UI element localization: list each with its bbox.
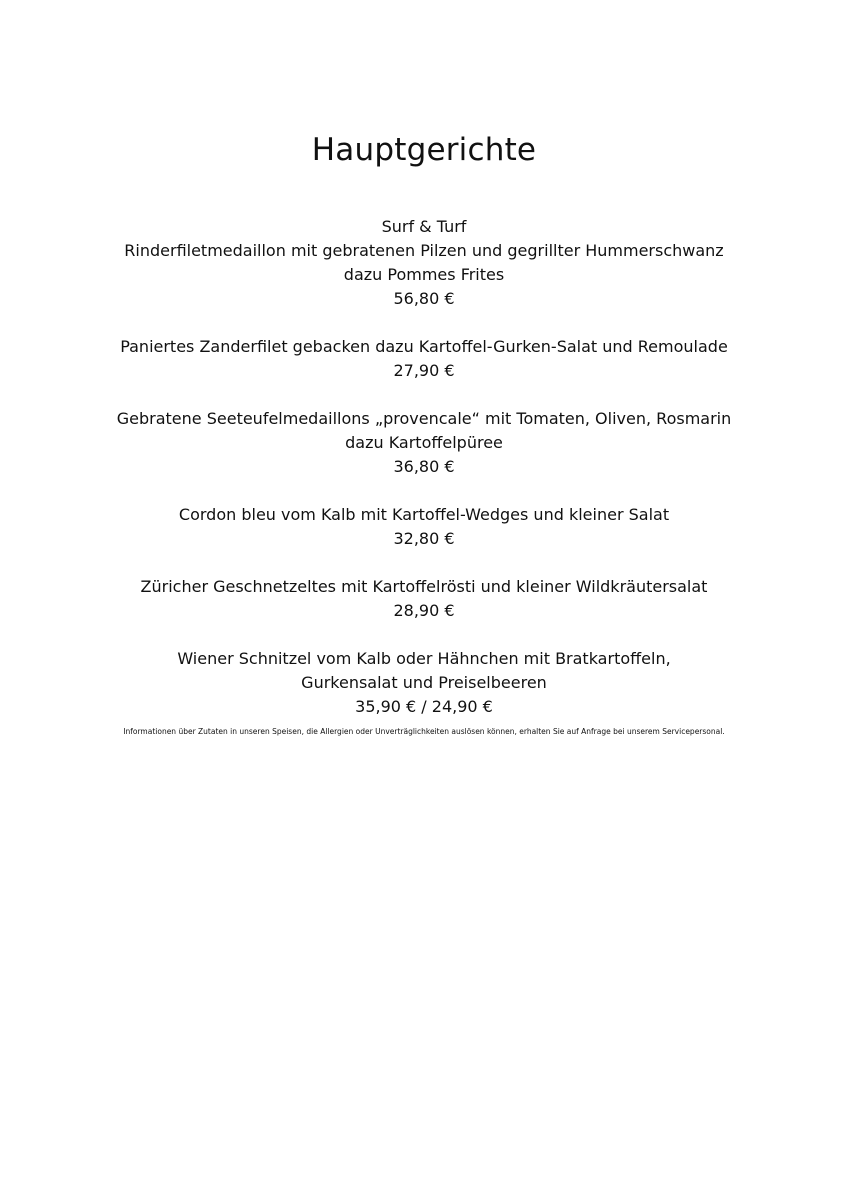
dish-price: 56,80 €	[393, 289, 455, 308]
dish-name: Surf & Turf	[381, 217, 467, 236]
dish-list	[0, 215, 848, 743]
page-title: Hauptgerichte	[311, 132, 537, 168]
dish-description: Wiener Schnitzel vom Kalb oder Hähnchen mit Bratkartoffeln,	[177, 649, 671, 668]
dish-price: 36,80 €	[393, 457, 455, 476]
dish-side: Gurkensalat und Preiselbeeren	[301, 673, 547, 692]
dish-description: Cordon bleu vom Kalb mit Kartoffel-Wedges und kleiner Salat	[178, 505, 670, 524]
dish-cordon-bleu	[0, 503, 848, 551]
dish-price: 28,90 €	[393, 601, 455, 620]
dish-description: Züricher Geschnetzeltes mit Kartoffelrösti und kleiner Wildkräutersalat	[140, 577, 708, 596]
dish-price: 35,90 € / 24,90 €	[355, 697, 493, 716]
dish-description: Rinderfiletmedaillon mit gebratenen Pilzen und gegrillter Hummerschwanz	[124, 241, 724, 260]
dish-description: Gebratene Seeteufelmedaillons „provencale“ mit Tomaten, Oliven, Rosmarin	[116, 409, 732, 428]
allergen-footnote: Informationen über Zutaten in unseren Speisen, die Allergien oder Unverträglichkeiten auslösen können, erhalten Sie auf Anfrage bei unserem Servicepersonal.	[123, 727, 725, 736]
dish-zanderfilet	[0, 335, 848, 383]
dish-wiener-schnitzel	[0, 647, 848, 719]
dish-side: dazu Pommes Frites	[343, 265, 505, 284]
dish-price: 32,80 €	[393, 529, 455, 548]
dish-description: Paniertes Zanderfilet gebacken dazu Kartoffel-Gurken-Salat und Remoulade	[120, 337, 728, 356]
dish-seeteufel	[0, 407, 848, 479]
dish-geschnetzeltes	[0, 575, 848, 623]
dish-side: dazu Kartoffelpüree	[345, 433, 503, 452]
dish-price: 27,90 €	[393, 361, 455, 380]
dish-surf-and-turf	[0, 215, 848, 311]
